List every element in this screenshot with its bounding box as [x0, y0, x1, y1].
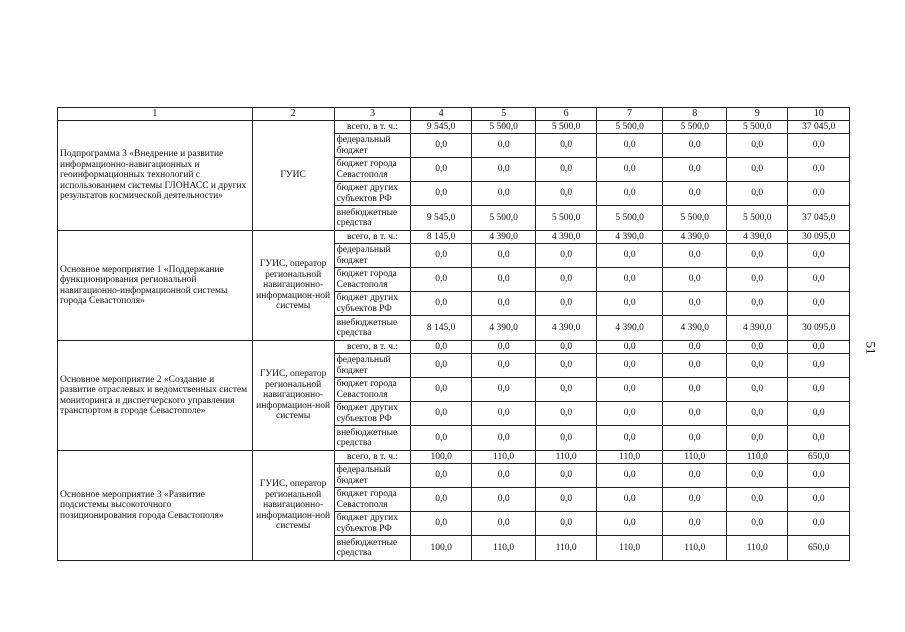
amount-cell: 0,0 [411, 244, 471, 268]
amount-cell: 4 390,0 [536, 231, 596, 244]
amount-cell: 0,0 [788, 402, 850, 426]
amount-cell: 0,0 [596, 426, 663, 451]
table-row [58, 341, 850, 354]
funding-source: бюджет других субъектов РФ [334, 402, 411, 426]
amount-cell: 5 500,0 [596, 121, 663, 134]
amount-cell: 5 500,0 [471, 121, 536, 134]
activity-name: Основное мероприятие 1 «Поддержание функционирования региональной навигационно-информационной системы города Севастополя» [58, 231, 253, 341]
amount-cell: 0,0 [726, 426, 787, 451]
column-header: 3 [334, 108, 411, 121]
amount-cell: 0,0 [663, 341, 727, 354]
amount-cell: 0,0 [788, 354, 850, 378]
amount-cell: 0,0 [788, 182, 850, 206]
amount-cell: 4 390,0 [663, 316, 727, 341]
amount-cell: 5 500,0 [536, 206, 596, 231]
funding-source: бюджет других субъектов РФ [334, 512, 411, 536]
funding-source: внебюджетные средства [334, 206, 411, 231]
amount-cell: 0,0 [471, 512, 536, 536]
amount-cell: 0,0 [471, 378, 536, 402]
amount-cell: 0,0 [663, 158, 727, 182]
amount-cell: 0,0 [726, 158, 787, 182]
amount-cell: 0,0 [536, 464, 596, 488]
amount-cell: 0,0 [536, 402, 596, 426]
amount-cell: 0,0 [471, 158, 536, 182]
table-row [58, 451, 850, 464]
funding-source: бюджет других субъектов РФ [334, 182, 411, 206]
amount-cell: 0,0 [536, 134, 596, 158]
amount-cell: 4 390,0 [471, 316, 536, 341]
amount-cell: 0,0 [596, 134, 663, 158]
amount-cell: 37 045,0 [788, 206, 850, 231]
amount-cell: 100,0 [411, 451, 471, 464]
amount-cell: 0,0 [596, 488, 663, 512]
amount-cell: 0,0 [536, 244, 596, 268]
amount-cell: 0,0 [788, 378, 850, 402]
amount-cell: 0,0 [726, 341, 787, 354]
amount-cell: 650,0 [788, 451, 850, 464]
amount-cell: 4 390,0 [596, 231, 663, 244]
amount-cell: 0,0 [411, 354, 471, 378]
funding-source: всего, в т. ч.: [334, 451, 411, 464]
funding-source: внебюджетные средства [334, 426, 411, 451]
amount-cell: 0,0 [411, 182, 471, 206]
amount-cell: 4 390,0 [471, 231, 536, 244]
amount-cell: 0,0 [596, 268, 663, 292]
table-body [58, 121, 850, 561]
amount-cell: 0,0 [726, 488, 787, 512]
amount-cell: 0,0 [536, 354, 596, 378]
amount-cell: 9 545,0 [411, 206, 471, 231]
amount-cell: 0,0 [788, 268, 850, 292]
amount-cell: 0,0 [471, 488, 536, 512]
amount-cell: 0,0 [411, 158, 471, 182]
amount-cell: 0,0 [596, 244, 663, 268]
amount-cell: 0,0 [596, 341, 663, 354]
amount-cell: 5 500,0 [726, 121, 787, 134]
activity-name: Основное мероприятие 3 «Развитие подсистемы высокоточного позиционирования города Севастополя» [58, 451, 253, 561]
amount-cell: 0,0 [536, 158, 596, 182]
executor: ГУИС, оператор региональной навигационно-информацион-ной системы [252, 341, 334, 451]
amount-cell: 0,0 [471, 268, 536, 292]
funding-source: внебюджетные средства [334, 536, 411, 561]
funding-source: федеральный бюджет [334, 134, 411, 158]
activity-name: Подпрограмма 3 «Внедрение и развитие информационно-навигационных и геоинформационных технологий с использованием системы ГЛОНАСС и других результатов космической деятельности» [58, 121, 253, 231]
amount-cell: 0,0 [536, 268, 596, 292]
amount-cell: 0,0 [471, 354, 536, 378]
amount-cell: 5 500,0 [726, 206, 787, 231]
funding-source: бюджет города Севастополя [334, 488, 411, 512]
amount-cell: 5 500,0 [471, 206, 536, 231]
amount-cell: 0,0 [726, 402, 787, 426]
budget-table [57, 107, 850, 561]
table-row [58, 121, 850, 134]
funding-source: федеральный бюджет [334, 354, 411, 378]
amount-cell: 4 390,0 [663, 231, 727, 244]
amount-cell: 100,0 [411, 536, 471, 561]
amount-cell: 0,0 [411, 512, 471, 536]
amount-cell: 0,0 [788, 158, 850, 182]
amount-cell: 0,0 [411, 464, 471, 488]
column-header: 4 [411, 108, 471, 121]
amount-cell: 0,0 [596, 464, 663, 488]
amount-cell: 0,0 [726, 464, 787, 488]
amount-cell: 0,0 [596, 292, 663, 316]
column-header: 8 [663, 108, 727, 121]
funding-source: федеральный бюджет [334, 464, 411, 488]
amount-cell: 0,0 [596, 512, 663, 536]
amount-cell: 0,0 [663, 182, 727, 206]
amount-cell: 0,0 [788, 244, 850, 268]
amount-cell: 0,0 [726, 268, 787, 292]
amount-cell: 0,0 [663, 402, 727, 426]
executor: ГУИС, оператор региональной навигационно-информацион-ной системы [252, 451, 334, 561]
amount-cell: 0,0 [726, 292, 787, 316]
amount-cell: 0,0 [596, 158, 663, 182]
amount-cell: 0,0 [663, 512, 727, 536]
funding-source: федеральный бюджет [334, 244, 411, 268]
amount-cell: 110,0 [471, 451, 536, 464]
amount-cell: 0,0 [411, 378, 471, 402]
amount-cell: 650,0 [788, 536, 850, 561]
activity-name: Основное мероприятие 2 «Создание и развитие отраслевых и ведомственных систем мониторинга и диспетчерского управления транспортом в городе Севастополе» [58, 341, 253, 451]
amount-cell: 0,0 [596, 402, 663, 426]
column-header: 1 [58, 108, 253, 121]
amount-cell: 0,0 [536, 512, 596, 536]
amount-cell: 0,0 [788, 134, 850, 158]
amount-cell: 0,0 [788, 464, 850, 488]
column-header: 2 [252, 108, 334, 121]
amount-cell: 0,0 [471, 464, 536, 488]
column-header: 6 [536, 108, 596, 121]
amount-cell: 5 500,0 [663, 121, 727, 134]
amount-cell: 8 145,0 [411, 231, 471, 244]
amount-cell: 5 500,0 [663, 206, 727, 231]
executor: ГУИС, оператор региональной навигационно-информацион-ной системы [252, 231, 334, 341]
amount-cell: 0,0 [471, 402, 536, 426]
amount-cell: 0,0 [471, 341, 536, 354]
amount-cell: 0,0 [726, 244, 787, 268]
funding-source: бюджет города Севастополя [334, 378, 411, 402]
amount-cell: 0,0 [663, 292, 727, 316]
amount-cell: 0,0 [411, 488, 471, 512]
amount-cell: 8 145,0 [411, 316, 471, 341]
amount-cell: 0,0 [471, 182, 536, 206]
amount-cell: 0,0 [411, 402, 471, 426]
amount-cell: 0,0 [726, 512, 787, 536]
amount-cell: 30 095,0 [788, 316, 850, 341]
amount-cell: 0,0 [471, 134, 536, 158]
column-header: 10 [788, 108, 850, 121]
amount-cell: 0,0 [411, 292, 471, 316]
amount-cell: 0,0 [596, 354, 663, 378]
amount-cell: 0,0 [726, 182, 787, 206]
amount-cell: 0,0 [663, 134, 727, 158]
amount-cell: 0,0 [596, 378, 663, 402]
amount-cell: 110,0 [726, 451, 787, 464]
funding-source: внебюджетные средства [334, 316, 411, 341]
amount-cell: 110,0 [536, 536, 596, 561]
amount-cell: 0,0 [726, 134, 787, 158]
amount-cell: 110,0 [663, 451, 727, 464]
amount-cell: 0,0 [536, 488, 596, 512]
amount-cell: 5 500,0 [596, 206, 663, 231]
funding-source: всего, в т. ч.: [334, 121, 411, 134]
column-header: 5 [471, 108, 536, 121]
amount-cell: 0,0 [663, 488, 727, 512]
amount-cell: 110,0 [471, 536, 536, 561]
page-number: 51 [863, 341, 879, 355]
amount-cell: 110,0 [726, 536, 787, 561]
funding-source: бюджет города Севастополя [334, 158, 411, 182]
amount-cell: 0,0 [726, 378, 787, 402]
amount-cell: 110,0 [596, 451, 663, 464]
amount-cell: 4 390,0 [536, 316, 596, 341]
amount-cell: 0,0 [788, 512, 850, 536]
amount-cell: 0,0 [536, 292, 596, 316]
amount-cell: 0,0 [536, 341, 596, 354]
amount-cell: 0,0 [411, 341, 471, 354]
column-header: 9 [726, 108, 787, 121]
column-header: 7 [596, 108, 663, 121]
amount-cell: 4 390,0 [726, 316, 787, 341]
funding-source: всего, в т. ч.: [334, 231, 411, 244]
amount-cell: 0,0 [536, 426, 596, 451]
amount-cell: 0,0 [536, 378, 596, 402]
amount-cell: 0,0 [788, 426, 850, 451]
amount-cell: 5 500,0 [536, 121, 596, 134]
amount-cell: 0,0 [411, 426, 471, 451]
amount-cell: 4 390,0 [596, 316, 663, 341]
amount-cell: 0,0 [788, 341, 850, 354]
amount-cell: 0,0 [663, 268, 727, 292]
amount-cell: 0,0 [411, 268, 471, 292]
amount-cell: 37 045,0 [788, 121, 850, 134]
funding-source: бюджет города Севастополя [334, 268, 411, 292]
amount-cell: 0,0 [788, 488, 850, 512]
amount-cell: 110,0 [536, 451, 596, 464]
amount-cell: 0,0 [411, 134, 471, 158]
amount-cell: 0,0 [471, 244, 536, 268]
executor: ГУИС [252, 121, 334, 231]
header-row [58, 108, 850, 121]
amount-cell: 0,0 [663, 354, 727, 378]
amount-cell: 110,0 [596, 536, 663, 561]
amount-cell: 0,0 [471, 292, 536, 316]
amount-cell: 0,0 [788, 292, 850, 316]
amount-cell: 30 095,0 [788, 231, 850, 244]
amount-cell: 0,0 [536, 182, 596, 206]
amount-cell: 0,0 [663, 378, 727, 402]
amount-cell: 110,0 [663, 536, 727, 561]
amount-cell: 0,0 [471, 426, 536, 451]
table-row [58, 231, 850, 244]
amount-cell: 0,0 [663, 426, 727, 451]
amount-cell: 4 390,0 [726, 231, 787, 244]
amount-cell: 0,0 [596, 182, 663, 206]
amount-cell: 0,0 [663, 244, 727, 268]
funding-source: всего, в т. ч.: [334, 341, 411, 354]
amount-cell: 0,0 [726, 354, 787, 378]
amount-cell: 0,0 [663, 464, 727, 488]
amount-cell: 9 545,0 [411, 121, 471, 134]
funding-source: бюджет других субъектов РФ [334, 292, 411, 316]
